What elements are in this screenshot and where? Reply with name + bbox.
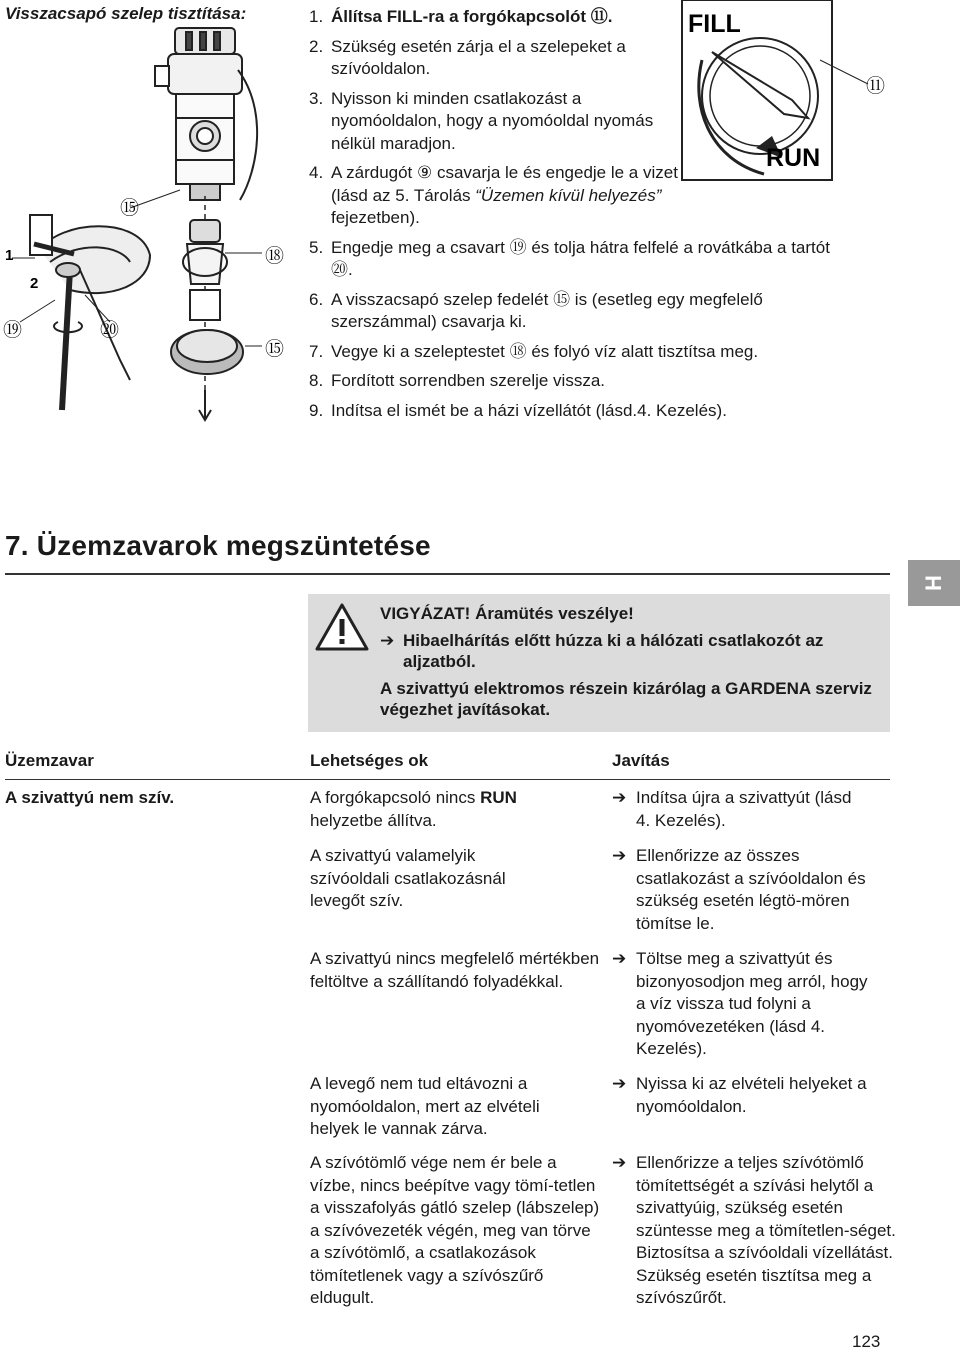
- step-8: 8. Fordított sorrendben szerelje vissza.: [309, 371, 606, 390]
- run-label: RUN: [766, 144, 821, 172]
- section-title: 7. Üzemzavarok megszüntetése: [5, 530, 431, 561]
- step-7: 7. Vegye ki a szeleptestet ⑱ és folyó víz alatt tisztítsa meg.: [309, 341, 759, 361]
- callout-15-top: ⑮: [120, 197, 140, 219]
- callout-20: ⑳: [100, 319, 120, 341]
- fill-label: FILL: [688, 10, 741, 38]
- cause-3: A szivattyú nincs megfelelő mértékben feltöltve a szállítandó folyadékkal.: [310, 949, 600, 991]
- page-number: 123: [852, 1332, 881, 1351]
- step-6: 6. A visszacsapó szelep fedelét ⑮ is (esetleg egy megfelelő szerszámmal) csavarja ki.: [309, 289, 763, 331]
- cause-2: A szivattyú valamelyik szívóoldali csatlakozásnál levegőt szív.: [310, 846, 506, 910]
- problem-text: A szivattyú nem szív.: [5, 788, 175, 807]
- header-fix: Javítás: [612, 751, 670, 770]
- title-divider: [5, 573, 890, 575]
- fix-4: ➔ Nyissa ki az elvételi helyeket a nyomóoldalon.: [612, 1074, 867, 1116]
- valve-illustration: [0, 0, 300, 440]
- arrow-icon: ➔: [612, 949, 627, 968]
- fix-2: ➔ Ellenőrizze az összes csatlakozást a szívóoldalon és szükség esetén légtö-mören tömítse le.: [612, 846, 866, 933]
- header-problem: Üzemzavar: [5, 751, 94, 770]
- procedure-label: Visszacsapó szelep tisztítása:: [5, 4, 247, 23]
- arrow-icon: ➔: [612, 846, 627, 865]
- step-2: 2. Szükség esetén zárja el a szelepeket a szívóoldalon.: [309, 36, 626, 78]
- warning-text: [380, 603, 880, 726]
- callout-15-bottom: ⑮: [265, 338, 285, 360]
- arrow-icon: ➔: [612, 1153, 627, 1172]
- warning-note: A szivattyú elektromos részein kizárólag a GARDENA szerviz végezhet javításokat.: [380, 678, 872, 719]
- callout-19: ⑲: [3, 319, 23, 341]
- arrow-icon: ➔: [612, 1074, 627, 1093]
- language-tab: H: [908, 560, 960, 606]
- step-5: 5. Engedje meg a csavart ⑲ és tolja hátra felfelé a rovátkába a tartót ⑳.: [309, 237, 830, 279]
- fix-3: ➔ Töltse meg a szivattyút és bizonyosodjon meg arról, hogy a víz vissza tud folyni a nyomóvezetéken (lásd 4. Kezelés).: [612, 949, 868, 1058]
- callout-11: ⑪: [866, 75, 886, 97]
- cleaning-steps: [309, 6, 849, 429]
- callout-2: 2: [30, 275, 39, 292]
- warning-instruction: ➔ Hibaelhárítás előtt húzza ki a hálózati csatlakozót az aljzatból.: [380, 630, 824, 671]
- warning-triangle-icon: [314, 602, 370, 652]
- header-cause: Lehetséges ok: [310, 751, 429, 770]
- cause-5: A szívótömlő vége nem ér bele a vízbe, nincs beépítve vagy tömí-tetlen a visszafolyás gátló szelep (lábszelep) a szívóvezeték végén, meg van törve a szívótömlő, a csatlakozások tömítetlenek vagy a szívószűrő eldugult.: [310, 1153, 600, 1307]
- table-header-divider: [5, 779, 890, 780]
- warning-heading: VIGYÁZAT! Áramütés veszélye!: [380, 604, 634, 623]
- callout-18: ⑱: [265, 245, 285, 267]
- fix-5: ➔ Ellenőrizze a teljes szívótömlő tömítettségét a szívási helytől a szivattyúig, szükség esetén szüntesse meg a tömítetlen-séget. Biztosítsa a szívóoldali vízellátást. Szükség esetén tisztítsa meg a szívószűrőt.: [612, 1153, 896, 1307]
- step-9: 9. Indítsa el ismét be a házi vízellátót (lásd.4. Kezelés).: [309, 400, 727, 420]
- step-4: 4. A zárdugót ⑨ csavarja le és engedje le a vizet (lásd az 5. Tárolás “Üzemen kívül helyezés” fejezetben).: [309, 163, 678, 227]
- arrow-icon: ➔: [612, 788, 627, 807]
- arrow-icon: ➔: [380, 630, 395, 650]
- fix-1: ➔ Indítsa újra a szivattyút (lásd 4. Kezelés).: [612, 788, 852, 830]
- cause-4: A levegő nem tud eltávozni a nyomóoldalon, mert az elvételi helyek le vannak zárva.: [310, 1074, 540, 1138]
- callout-1: 1: [5, 247, 14, 264]
- cause-1: A forgókapcsoló nincs RUN helyzetbe állítva.: [310, 788, 517, 830]
- step-1: 1. Állítsa FILL-ra a forgókapcsolót ⑪.: [309, 7, 613, 26]
- step-3: 3. Nyisson ki minden csatlakozást a nyomóoldalon, hogy a nyomóoldal nyomás nélkül maradjon.: [309, 88, 654, 153]
